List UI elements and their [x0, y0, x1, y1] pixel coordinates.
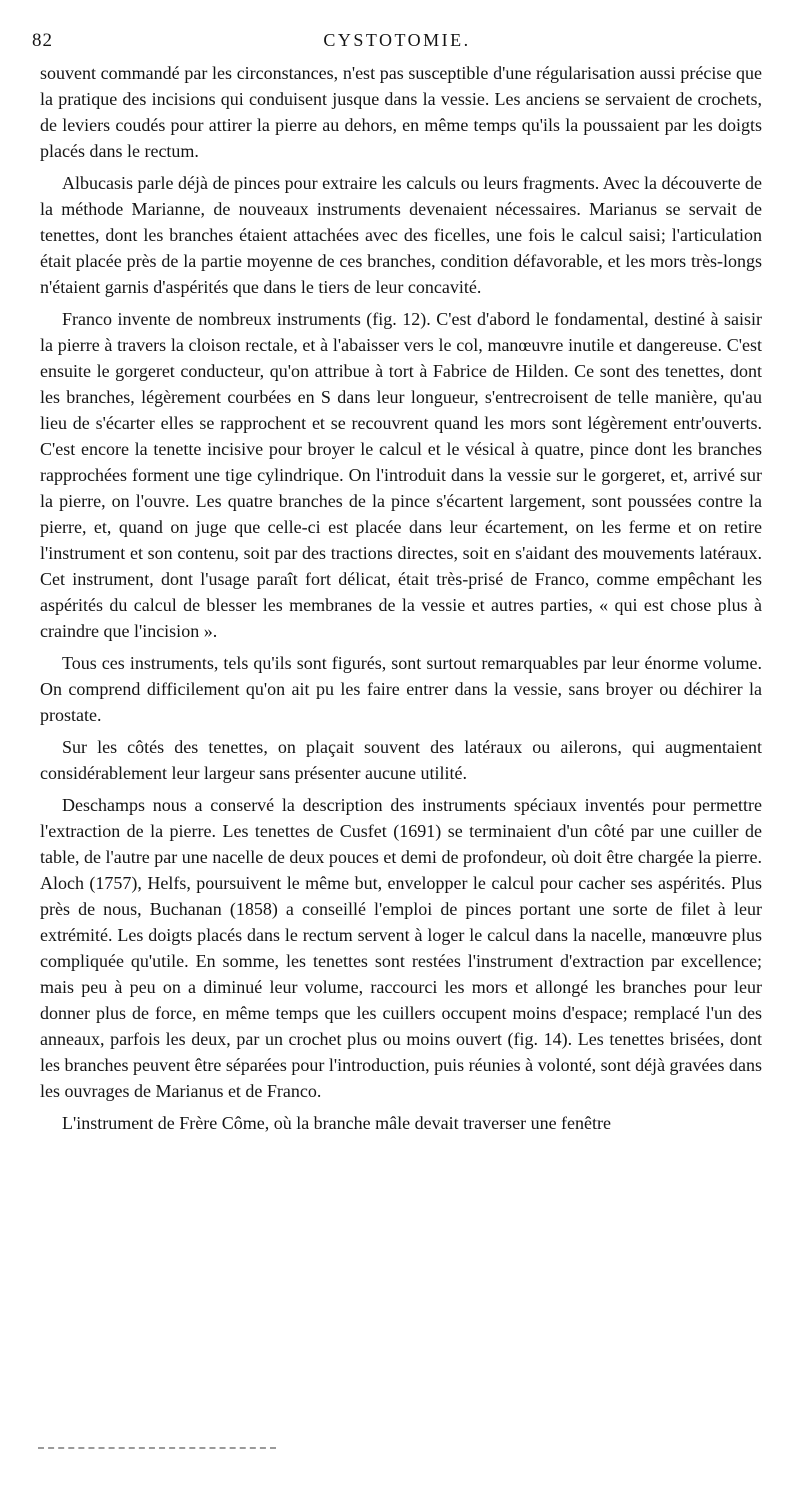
paragraph-instrument-volume: Tous ces instruments, tels qu'ils sont figurés, sont surtout remarquables par leur énorme volume. On comprend difficilement qu'on ait pu les faire entrer dans la vessie, sans broyer ou déchirer la prostate. — [40, 653, 762, 725]
paragraph-franco: Franco invente de nombreux instruments (fig. 12). C'est d'abord le fondamental, destiné à saisir la pierre à travers la cloison rectale, et à l'abaisser vers le col, manœuvre inutile et dangereuse. C'est ensuite le gorgeret conducteur, qu'on attribue à tort à Fabrice de Hilden. Ce sont des tenettes, dont les branches, légèrement courbées en S dans leur longueur, s'entrecroisent de telle manière, qu'au lieu de s'écarter elles se rapprochent et se recouvrent quand les mors sont légèrement entr'ouverts. C'est encore la tenette incisive pour broyer le calcul et le vésical à quatre, pince dont les branches rapprochées forment une tige cylindrique. On l'introduit dans la vessie sur le gorgeret, et, arrivé sur la pierre, on l'ouvre. Les quatre branches de la pince s'écartent largement, sont poussées contre la pierre, et, quand on juge que celle-ci est placée dans leur écartement, on les ferme et on retire l'instrument et son contenu, soit par des tractions directes, soit en s'aidant des mouvements latéraux. Cet instrument, dont l'usage paraît fort délicat, était très-prisé de Franco, comme empêchant les aspérités du calcul de blesser les membranes de la vessie et autres parties, « qui est chose plus à craindre que l'incision ». — [40, 309, 762, 641]
paragraph-deschamps: Deschamps nous a conservé la description des instruments spéciaux inventés pour permettre l'extraction de la pierre. Les tenettes de Cusfet (1691) se terminaient d'un côté par une cuiller de table, de l'autre par une nacelle de deux pouces et demi de profondeur, où doit être chargée la pierre. Aloch (1757), Helfs, poursuivent le même but, envelopper le calcul pour cacher ses aspérités. Plus près de nous, Buchanan (1858) a conseillé l'emploi de pinces portant une sorte de filet à leur extrémité. Les doigts placés dans le rectum servent à loger le calcul dans la nacelle, manœuvre plus compliquée qu'utile. En somme, les tenettes sont restées l'instrument d'extraction par excellence; mais peu à peu on a diminué leur volume, raccourci les mors et allongé les branches pour leur donner plus de force, en même temps que les cuillers occupent moins d'espace; remplacé l'un des anneaux, parfois les deux, par un crochet plus ou moins ouvert (fig. 14). Les tenettes brisées, dont les branches peuvent être séparées pour l'introduction, puis réunies à volonté, sont déjà gravées dans les ouvrages de Marianus et de Franco. — [40, 795, 763, 1101]
running-title: CYSTOTOMIE. — [323, 30, 471, 50]
paragraph-lateraux: Sur les côtés des tenettes, on plaçait souvent des latéraux ou ailerons, qui augmentaient considérablement leur largeur sans présenter aucune utilité. — [40, 737, 762, 783]
paragraph-continued-from-previous-page: souvent commandé par les circonstances, n'est pas susceptible d'une régularisation aussi précise que la pratique des incisions qui conduisent jusque dans la vessie. Les anciens se servaient de crochets, de leviers coudés pour attirer la pierre au dehors, en même temps qu'ils la poussaient par les doigts placés dans le rectum. — [40, 63, 762, 161]
body-text — [40, 60, 762, 1142]
page-number: 82 — [32, 30, 53, 51]
running-head — [32, 30, 762, 56]
paragraph-frere-come: L'instrument de Frère Côme, où la branche mâle devait traverser une fenêtre — [62, 1113, 612, 1133]
paragraph-albucasis: Albucasis parle déjà de pinces pour extraire les calculs ou leurs fragments. Avec la découverte de la méthode Marianne, de nouveaux instruments devenaient nécessaires. Marianus se servait de tenettes, dont les branches étaient attachées avec des ficelles, une fois le calcul saisi; l'articulation était placée près de la partie moyenne de ces branches, condition défavorable, et les mors très-longs n'étaient garnis d'aspérités que dans le tiers de leur concavité. — [40, 173, 762, 297]
footnote-rule — [38, 1447, 276, 1449]
